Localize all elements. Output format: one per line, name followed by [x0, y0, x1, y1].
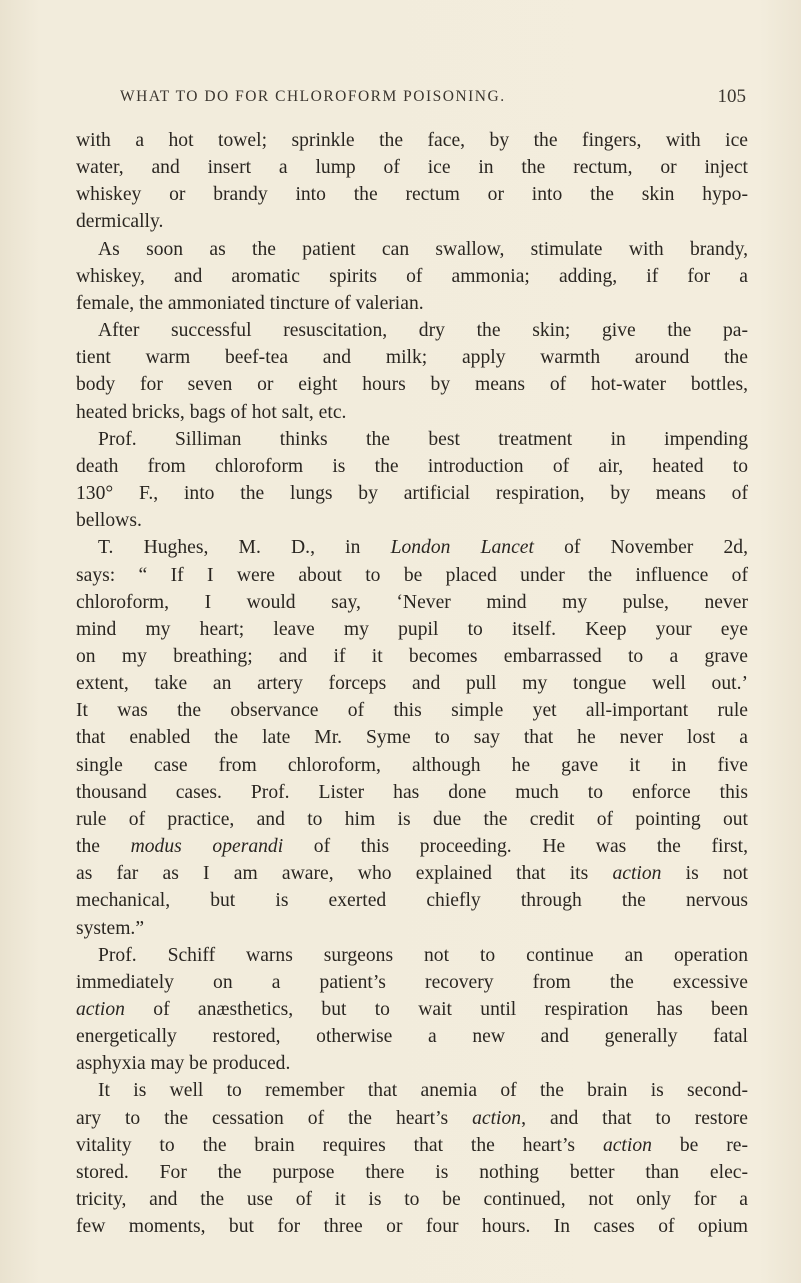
- text-line: death from chloroform is the introduction of air, heated to: [76, 455, 748, 477]
- text-line: few moments, but for three or four hours. In cases of opium: [76, 1216, 748, 1238]
- text-line: system.”: [76, 917, 145, 939]
- text-line: body for seven or eight hours by means of hot-water bottles,: [76, 374, 748, 396]
- text-line: as far as I am aware, who explained that its action is not: [76, 863, 748, 885]
- text-line: It was the observance of this simple yet all-important rule: [76, 700, 748, 722]
- text-line: immediately on a patient’s recovery from the excessive: [76, 971, 748, 993]
- text-line: thousand cases. Prof. Lister has done much to enforce this: [76, 781, 748, 803]
- text-line: extent, take an artery forceps and pull my tongue well out.’: [76, 673, 748, 695]
- italic-phrase: action: [472, 1107, 522, 1129]
- text-line: mind my heart; leave my pupil to itself. Keep your eye: [76, 618, 748, 640]
- paragraph: [54, 426, 748, 535]
- italic-phrase: modus operandi: [130, 836, 284, 858]
- text-line: the modus operandi of this proceeding. He was the first,: [76, 836, 748, 858]
- text-line: chloroform, I would say, ‘Never mind my pulse, never: [76, 591, 748, 613]
- paragraph: [54, 127, 748, 236]
- italic-phrase: action: [602, 1134, 652, 1156]
- text-line: female, the ammoniated tincture of valerian.: [76, 292, 424, 314]
- paragraph: [54, 236, 748, 317]
- text-line: with a hot towel; sprinkle the face, by the fingers, with ice: [76, 130, 748, 151]
- text-line: energetically restored, otherwise a new and generally fatal: [76, 1026, 748, 1048]
- paragraph: [54, 942, 748, 1078]
- text-line: tient warm beef-tea and milk; apply warmth around the: [76, 347, 748, 369]
- text-line: Prof. Silliman thinks the best treatment in impending: [98, 428, 748, 450]
- text-line: mechanical, but is exerted chiefly through the nervous: [76, 890, 748, 912]
- text-line: says: “ If I were about to be placed under the influence of: [76, 564, 748, 586]
- text-line: Prof. Schiff warns surgeons not to continue an operation: [98, 944, 748, 966]
- text-line: single case from chloroform, although he gave it in five: [76, 754, 748, 776]
- text-line: water, and insert a lump of ice in the rectum, or inject: [76, 157, 748, 179]
- text-line: It is well to remember that anemia of the brain is second-: [98, 1080, 748, 1102]
- paragraph: [54, 534, 748, 941]
- text-line: After successful resuscitation, dry the skin; give the pa-: [98, 320, 748, 342]
- text-line: As soon as the patient can swallow, stimulate with brandy,: [98, 238, 748, 260]
- body-text: [54, 127, 748, 1240]
- text-line: whiskey, and aromatic spirits of ammonia; adding, if for a: [76, 265, 748, 287]
- text-line: action of anæsthetics, but to wait until respiration has been: [76, 999, 748, 1020]
- text-line: rule of practice, and to him is due the credit of pointing out: [76, 808, 748, 830]
- text-line: dermically.: [76, 211, 164, 233]
- text-line: asphyxia may be produced.: [76, 1053, 291, 1075]
- page-number: 105: [717, 86, 746, 107]
- paragraph: [54, 317, 748, 426]
- italic-phrase: London Lancet: [390, 537, 534, 559]
- italic-phrase: action: [612, 863, 662, 885]
- text-line: stored. For the purpose there is nothing better than elec-: [76, 1161, 748, 1183]
- paragraph: [54, 1077, 748, 1240]
- running-head: [60, 88, 746, 114]
- text-line: whiskey or brandy into the rectum or into the skin hypo-: [76, 184, 748, 206]
- italic-phrase: action: [76, 999, 125, 1020]
- text-line: heated bricks, bags of hot salt, etc.: [76, 401, 347, 423]
- text-line: 130° F., into the lungs by artificial respiration, by means of: [76, 483, 748, 505]
- text-line: bellows.: [76, 510, 142, 532]
- text-line: on my breathing; and if it becomes embarrassed to a grave: [76, 645, 748, 667]
- text-line: that enabled the late Mr. Syme to say that he never lost a: [76, 727, 748, 749]
- text-line: T. Hughes, M. D., in London Lancet of November 2d,: [98, 537, 748, 559]
- text-line: vitality to the brain requires that the heart’s action be re-: [76, 1134, 748, 1156]
- text-line: tricity, and the use of it is to be continued, not only for a: [76, 1189, 748, 1211]
- running-head-title: WHAT TO DO FOR CHLOROFORM POISONING.: [120, 88, 506, 105]
- text-line: ary to the cessation of the heart’s action, and that to restore: [76, 1107, 749, 1129]
